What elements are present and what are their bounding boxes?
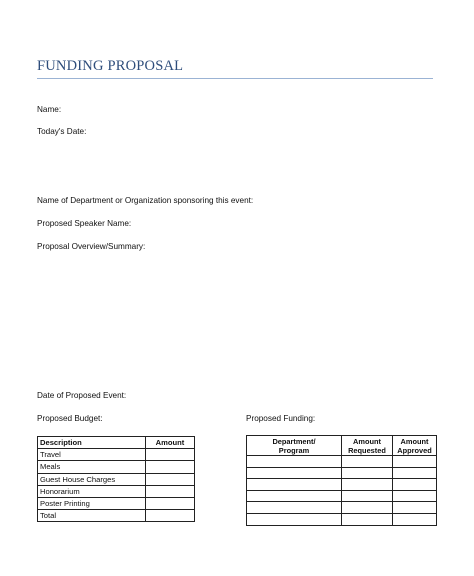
funding-header-department [247, 436, 342, 456]
funding-department-cell[interactable] [247, 513, 342, 525]
budget-description-cell: Honorarium [38, 485, 146, 497]
table-row [38, 461, 195, 473]
funding-requested-cell[interactable] [342, 456, 393, 468]
funding-table [246, 435, 437, 526]
funding-requested-cell[interactable] [342, 502, 393, 514]
budget-amount-cell[interactable] [146, 510, 195, 522]
budget-description-cell: Total [38, 510, 146, 522]
funding-approved-cell[interactable] [393, 479, 437, 491]
speaker-name-label: Proposed Speaker Name: [37, 219, 132, 228]
name-label: Name: [37, 105, 62, 114]
budget-description-cell: Guest House Charges [38, 473, 146, 485]
budget-amount-cell[interactable] [146, 473, 195, 485]
table-row [247, 467, 437, 479]
funding-approved-cell[interactable] [393, 502, 437, 514]
table-row [38, 497, 195, 509]
funding-header-approved-line1: Amount [400, 436, 429, 446]
funding-department-cell[interactable] [247, 502, 342, 514]
budget-description-cell: Meals [38, 461, 146, 473]
table-row [38, 485, 195, 497]
funding-approved-cell[interactable] [393, 456, 437, 468]
table-row [247, 479, 437, 491]
funding-department-cell[interactable] [247, 479, 342, 491]
table-row [247, 502, 437, 514]
funding-header-row [247, 436, 437, 456]
funding-approved-cell[interactable] [393, 513, 437, 525]
budget-amount-cell[interactable] [146, 485, 195, 497]
event-date-label: Date of Proposed Event: [37, 391, 127, 400]
table-row [247, 456, 437, 468]
table-row [247, 490, 437, 502]
proposed-funding-label: Proposed Funding: [246, 414, 316, 423]
budget-amount-cell[interactable] [146, 461, 195, 473]
table-row [38, 473, 195, 485]
table-row [38, 449, 195, 461]
funding-header-approved [393, 436, 437, 456]
funding-department-cell[interactable] [247, 467, 342, 479]
department-label: Name of Department or Organization sponsoring this event: [37, 196, 254, 205]
funding-department-cell[interactable] [247, 490, 342, 502]
funding-header-department-line2: Program [278, 445, 310, 455]
funding-header-requested-line2: Requested [348, 445, 386, 455]
funding-requested-cell[interactable] [342, 467, 393, 479]
funding-header-approved-line2: Approved [397, 445, 432, 455]
funding-department-cell[interactable] [247, 456, 342, 468]
table-row [247, 513, 437, 525]
proposed-budget-label: Proposed Budget: [37, 414, 103, 423]
overview-label: Proposal Overview/Summary: [37, 242, 146, 251]
budget-header-description: Description [38, 437, 146, 449]
funding-header-requested-line1: Amount [353, 436, 381, 446]
funding-requested-cell[interactable] [342, 513, 393, 525]
funding-requested-cell[interactable] [342, 479, 393, 491]
todays-date-label: Today's Date: [37, 127, 87, 136]
budget-header-row [38, 437, 195, 449]
budget-description-cell: Poster Printing [38, 497, 146, 509]
document-title: FUNDING PROPOSAL [37, 58, 184, 74]
table-row [38, 510, 195, 522]
budget-amount-cell[interactable] [146, 449, 195, 461]
budget-amount-cell[interactable] [146, 497, 195, 509]
budget-table [37, 436, 195, 522]
budget-description-cell: Travel [38, 449, 146, 461]
title-divider [37, 78, 433, 79]
funding-header-department-line1: Department/ [272, 436, 316, 446]
funding-header-requested [342, 436, 393, 456]
funding-requested-cell[interactable] [342, 490, 393, 502]
funding-approved-cell[interactable] [393, 467, 437, 479]
budget-header-amount: Amount [146, 437, 195, 449]
funding-approved-cell[interactable] [393, 490, 437, 502]
